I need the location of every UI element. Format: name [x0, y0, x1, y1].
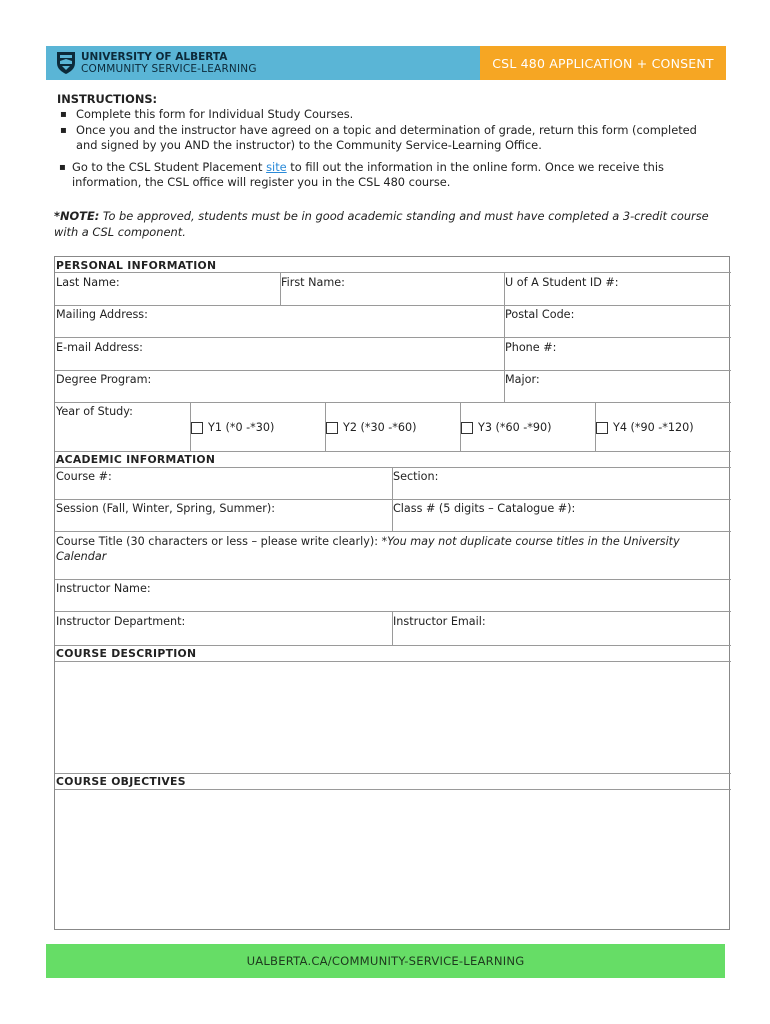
divider: [55, 579, 731, 580]
session-field[interactable]: Session (Fall, Winter, Spring, Summer):: [56, 502, 276, 515]
year-3-checkbox[interactable]: Y3 (*60 -*90): [461, 421, 552, 434]
department-name: COMMUNITY SERVICE-LEARNING: [81, 63, 257, 75]
instruction-item: ▪ Complete this form for Individual Study Courses.: [57, 107, 717, 122]
application-form: [54, 256, 730, 930]
divider: [55, 645, 731, 646]
instructions-heading: INSTRUCTIONS:: [57, 92, 158, 106]
divider: [55, 773, 731, 774]
checkbox-icon[interactable]: [596, 422, 608, 434]
divider: [55, 402, 731, 403]
checkbox-icon[interactable]: [191, 422, 203, 434]
course-objectives-heading: COURSE OBJECTIVES: [56, 775, 186, 788]
personal-info-heading: PERSONAL INFORMATION: [56, 259, 217, 272]
crest-icon: [56, 51, 76, 75]
form-title: CSL 480 APPLICATION + CONSENT: [480, 46, 726, 80]
year-1-checkbox[interactable]: Y1 (*0 -*30): [191, 421, 274, 434]
course-description-area[interactable]: [55, 662, 729, 772]
divider: [55, 467, 731, 468]
course-title-note: *You may not duplicate course titles in the University Calendar: [56, 535, 680, 563]
course-description-heading: COURSE DESCRIPTION: [56, 647, 197, 660]
placement-site-link[interactable]: site: [266, 159, 287, 174]
approval-note: *NOTE: To be approved, students must be in good academic standing and must have completed a 3-credit course with a CSL component.: [54, 209, 709, 239]
checkbox-icon[interactable]: [326, 422, 338, 434]
instructor-department-field[interactable]: Instructor Department:: [56, 615, 186, 628]
year-2-checkbox[interactable]: Y2 (*30 -*60): [326, 421, 417, 434]
course-objectives-area[interactable]: [55, 790, 729, 928]
divider: [55, 305, 731, 306]
instructor-name-field[interactable]: Instructor Name:: [56, 582, 151, 595]
course-title-field[interactable]: Course Title (30 characters or less – please write clearly): *You may not duplicate course titles in the University Calendar: [56, 535, 680, 563]
divider: [55, 499, 731, 500]
divider: [55, 370, 731, 371]
class-number-field[interactable]: Class # (5 digits – Catalogue #):: [393, 502, 576, 515]
section-field[interactable]: Section:: [393, 470, 439, 483]
note-label: *NOTE:: [54, 209, 100, 223]
header-banner: [46, 46, 480, 80]
degree-program-field[interactable]: Degree Program:: [56, 373, 152, 386]
divider: [55, 272, 731, 273]
year-4-checkbox[interactable]: Y4 (*90 -*120): [596, 421, 694, 434]
checkbox-icon[interactable]: [461, 422, 473, 434]
instructor-email-field[interactable]: Instructor Email:: [393, 615, 486, 628]
phone-field[interactable]: Phone #:: [505, 341, 557, 354]
year-of-study-label: Year of Study:: [56, 405, 133, 418]
academic-info-heading: ACADEMIC INFORMATION: [56, 453, 216, 466]
instructions-list: [57, 107, 717, 190]
instruction-item: ▪ Go to the CSL Student Placement site to fill out the information in the online form. Once we receive this information, the CSL office will register you in the CSL 480 course.: [57, 160, 717, 191]
university-name: UNIVERSITY OF ALBERTA: [81, 51, 228, 63]
divider: [55, 531, 731, 532]
divider: [55, 611, 731, 612]
course-number-field[interactable]: Course #:: [56, 470, 112, 483]
major-field[interactable]: Major:: [505, 373, 540, 386]
student-id-field[interactable]: U of A Student ID #:: [505, 276, 619, 289]
postal-code-field[interactable]: Postal Code:: [505, 308, 575, 321]
footer-url: UALBERTA.CA/COMMUNITY-SERVICE-LEARNING: [46, 944, 725, 978]
mailing-address-field[interactable]: Mailing Address:: [56, 308, 148, 321]
divider: [55, 451, 731, 452]
instruction-item: ▪ Once you and the instructor have agreed on a topic and determination of grade, return this form (completed and signed by you AND the instructor) to the Community Service-Learning Office.: [57, 123, 717, 154]
instructions: [57, 92, 717, 190]
email-field[interactable]: E-mail Address:: [56, 341, 143, 354]
first-name-field[interactable]: First Name:: [281, 276, 345, 289]
divider: [55, 337, 731, 338]
last-name-field[interactable]: Last Name:: [56, 276, 120, 289]
